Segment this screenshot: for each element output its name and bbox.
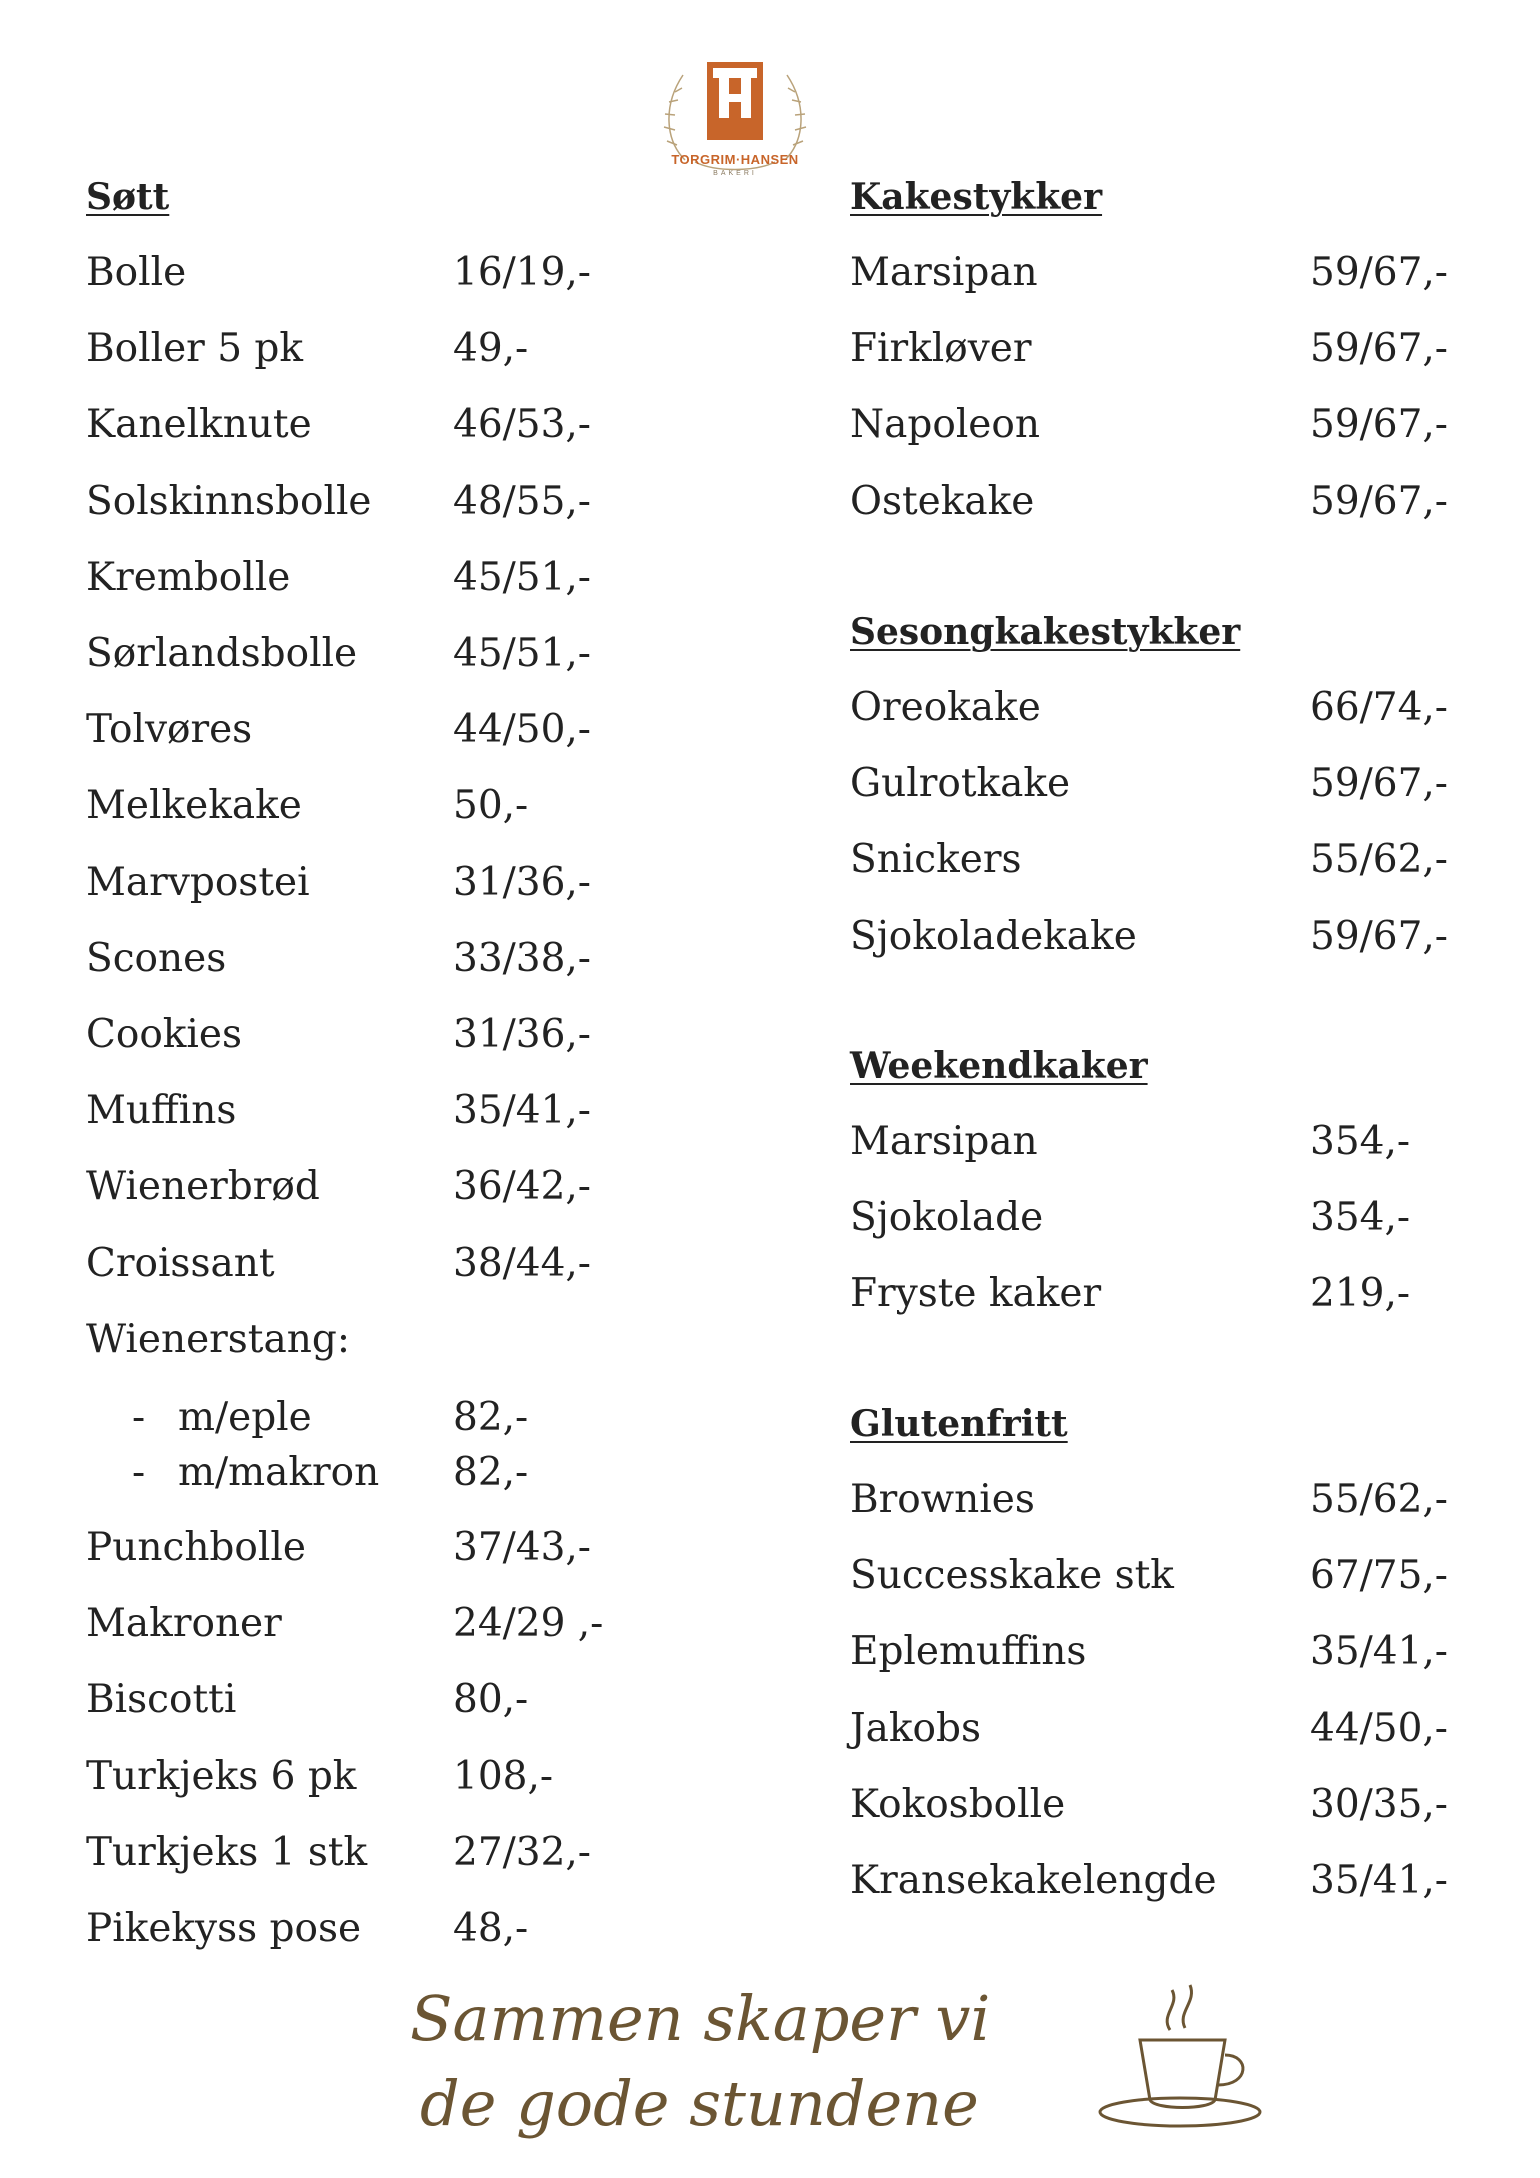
item-name: Krembolle	[86, 554, 291, 600]
menu-item	[850, 402, 1450, 452]
brand-subtitle: BAKERI	[713, 170, 757, 177]
menu-item	[86, 1677, 626, 1727]
menu-item	[850, 914, 1450, 964]
item-price: 49,-	[453, 326, 529, 372]
menu-item	[86, 1525, 626, 1575]
item-name: Wienerstang:	[86, 1316, 350, 1362]
item-price: 27/32,-	[453, 1829, 591, 1875]
menu-item	[850, 1858, 1450, 1908]
footer-tagline	[400, 1960, 1300, 2160]
item-price: 67/75,-	[1310, 1553, 1448, 1599]
menu-item	[86, 1241, 626, 1291]
item-price: 48/55,-	[453, 478, 591, 524]
menu-item	[850, 1271, 1450, 1321]
item-price: 59/67,-	[1310, 326, 1448, 372]
item-name: Eplemuffins	[850, 1629, 1087, 1675]
menu-item	[850, 761, 1450, 811]
item-price: 66/74,-	[1310, 685, 1448, 730]
item-name: Muffins	[86, 1088, 237, 1134]
item-price: 80,-	[453, 1677, 529, 1723]
item-price: 354,-	[1310, 1119, 1411, 1164]
item-price: 82,-	[453, 1450, 529, 1495]
menu-item	[86, 326, 626, 376]
item-name: Ostekake	[850, 478, 1035, 524]
item-price: 44/50,-	[453, 707, 591, 753]
item-dash: -	[132, 1395, 146, 1440]
menu-item	[86, 1830, 626, 1880]
item-name: Turkjeks 1 stk	[86, 1829, 368, 1875]
menu-item	[850, 1782, 1450, 1832]
item-price: 59/67,-	[1310, 402, 1448, 448]
item-dash: -	[132, 1450, 146, 1495]
menu-item	[86, 936, 626, 986]
menu-subitem	[86, 1395, 626, 1445]
menu-item	[86, 402, 626, 452]
menu-item	[86, 1164, 626, 1214]
menu-item	[86, 1088, 626, 1138]
menu-item	[86, 250, 626, 300]
item-name: Jakobs	[850, 1705, 981, 1751]
item-price: 36/42,-	[453, 1164, 591, 1210]
menu-item	[850, 326, 1450, 376]
item-name: m/eple	[178, 1395, 312, 1440]
menu-item	[86, 1012, 626, 1062]
item-price: 33/38,-	[453, 935, 591, 981]
tagline-line-2: de gode stundene	[420, 2067, 979, 2140]
item-name: Melkekake	[86, 783, 302, 829]
menu-item	[86, 707, 626, 757]
item-price: 55/62,-	[1310, 1477, 1448, 1522]
item-name: Bolle	[86, 250, 187, 295]
section-heading-sott: Søtt	[86, 176, 170, 218]
item-name: Brownies	[850, 1477, 1035, 1522]
item-name: Punchbolle	[86, 1525, 306, 1570]
item-price: 44/50,-	[1310, 1705, 1448, 1751]
item-name: Croissant	[86, 1240, 275, 1286]
menu-item	[86, 631, 626, 681]
item-name: Firkløver	[850, 326, 1032, 372]
section-heading: Glutenfritt	[850, 1403, 1068, 1445]
item-name: Oreokake	[850, 685, 1041, 730]
menu-item	[86, 1601, 626, 1651]
menu-subitem	[86, 1450, 626, 1500]
item-name: Makroner	[86, 1601, 282, 1647]
menu-item	[850, 250, 1450, 300]
item-price: 35/41,-	[1310, 1629, 1448, 1675]
item-price: 59/67,-	[1310, 478, 1448, 524]
item-name: Scones	[86, 935, 227, 981]
item-name: Gulrotkake	[850, 761, 1071, 807]
item-price: 35/41,-	[453, 1088, 591, 1134]
item-price: 37/43,-	[453, 1525, 591, 1570]
item-price: 31/36,-	[453, 859, 591, 905]
item-price: 59/67,-	[1310, 761, 1448, 807]
menu-item	[850, 1553, 1450, 1603]
item-price: 45/51,-	[453, 631, 591, 676]
item-price: 48,-	[453, 1906, 529, 1951]
menu-item	[86, 783, 626, 833]
menu-item	[850, 837, 1450, 887]
item-name: Tolvøres	[86, 707, 253, 753]
item-price: 59/67,-	[1310, 913, 1448, 959]
item-name: Marsipan	[850, 1119, 1038, 1164]
item-name: Kokosbolle	[850, 1781, 1066, 1827]
menu-item	[850, 1477, 1450, 1527]
coffee-cup-icon	[1100, 1985, 1260, 2126]
section-heading: Kakestykker	[850, 176, 1103, 218]
item-name: Sørlandsbolle	[86, 631, 358, 676]
item-name: Kanelknute	[86, 402, 312, 448]
item-price: 55/62,-	[1310, 837, 1448, 883]
tagline-line-1: Sammen skaper vi	[410, 1982, 991, 2055]
item-price: 31/36,-	[453, 1012, 591, 1057]
menu-item	[86, 1754, 626, 1804]
item-price: 45/51,-	[453, 554, 591, 600]
item-name: Biscotti	[86, 1677, 237, 1723]
brand-name: TORGRIM·HANSEN	[671, 152, 799, 167]
section-heading: Weekendkaker	[850, 1045, 1148, 1087]
menu-item	[86, 1906, 626, 1956]
item-price: 219,-	[1310, 1271, 1411, 1317]
menu-item	[850, 685, 1450, 735]
item-name: m/makron	[178, 1450, 380, 1495]
item-name: Sjokolade	[850, 1195, 1044, 1241]
item-name: Kransekakelengde	[850, 1858, 1217, 1903]
menu-item	[86, 479, 626, 529]
menu-item	[850, 1195, 1450, 1245]
item-name: Snickers	[850, 837, 1022, 883]
item-name: Turkjeks 6 pk	[86, 1753, 357, 1799]
item-price: 16/19,-	[453, 250, 591, 295]
menu-item	[86, 860, 626, 910]
item-price: 82,-	[453, 1395, 529, 1440]
item-price: 30/35,-	[1310, 1781, 1448, 1827]
item-price: 38/44,-	[453, 1240, 591, 1286]
item-name: Napoleon	[850, 402, 1040, 448]
item-name: Cookies	[86, 1012, 242, 1057]
item-price: 59/67,-	[1310, 250, 1448, 295]
item-price: 354,-	[1310, 1195, 1411, 1241]
item-price: 24/29 ,-	[453, 1601, 604, 1647]
item-name: Sjokoladekake	[850, 913, 1137, 959]
item-name: Marsipan	[850, 250, 1038, 295]
item-name: Solskinnsbolle	[86, 478, 372, 524]
item-name: Wienerbrød	[86, 1164, 320, 1210]
section-heading: Sesongkakestykker	[850, 611, 1241, 653]
item-name: Successkake stk	[850, 1553, 1174, 1599]
item-name: Pikekyss pose	[86, 1906, 362, 1951]
item-name: Fryste kaker	[850, 1271, 1102, 1317]
menu-item	[850, 479, 1450, 529]
menu-item	[850, 1629, 1450, 1679]
item-name: Boller 5 pk	[86, 326, 304, 372]
item-price: 50,-	[453, 783, 529, 829]
item-price: 108,-	[453, 1753, 554, 1799]
menu-item	[850, 1119, 1450, 1169]
item-name: Marvpostei	[86, 859, 310, 905]
menu-item	[850, 1706, 1450, 1756]
menu-item	[86, 1317, 626, 1367]
menu-item	[86, 555, 626, 605]
item-price: 46/53,-	[453, 402, 591, 448]
item-price: 35/41,-	[1310, 1858, 1448, 1903]
